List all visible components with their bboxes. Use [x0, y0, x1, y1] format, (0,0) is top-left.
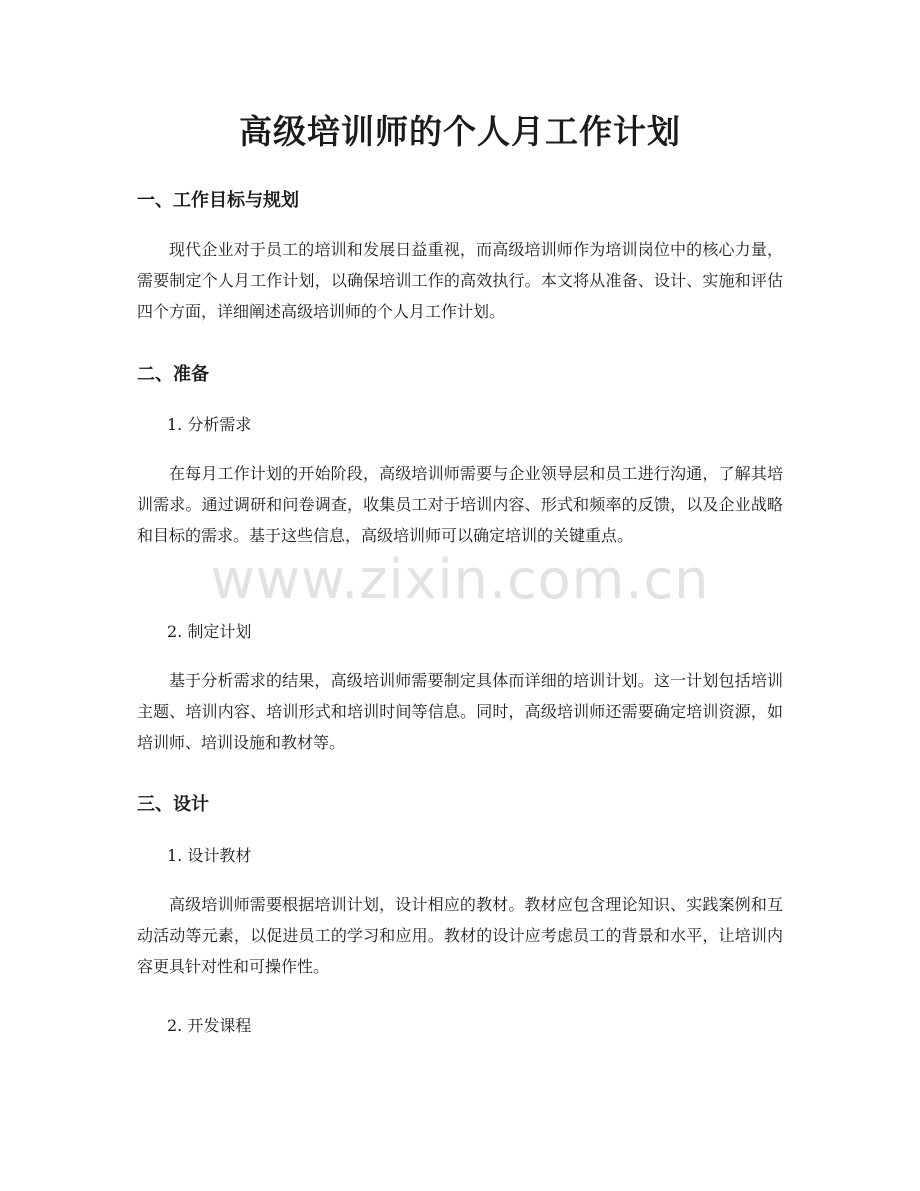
page-title: 高级培训师的个人月工作计划 [239, 112, 681, 151]
watermark: www.zixin.com.cn [210, 548, 710, 611]
subheading-develop-courses: 2. 开发课程 [167, 1016, 252, 1035]
section-heading-goals: 一、工作目标与规划 [137, 190, 299, 211]
subheading-make-plan: 2. 制定计划 [167, 622, 252, 641]
section-heading-design: 三、设计 [137, 794, 209, 815]
paragraph-make-plan: 基于分析需求的结果，高级培训师需要制定具体而详细的培训计划。这一计划包括培训主题、培训内容、培训形式和培训时间等信息。同时，高级培训师还需要确定培训资源，如培训师、培训设施和教材等。 [137, 671, 783, 752]
paragraph-analyze-needs: 在每月工作计划的开始阶段，高级培训师需要与企业领导层和员工进行沟通，了解其培训需求。通过调研和问卷调查，收集员工对于培训内容、形式和频率的反馈，以及企业战略和目标的需求。基于这些信息，高级培训师可以确定培训的关键重点。 [137, 464, 783, 545]
subheading-design-materials: 1. 设计教材 [167, 846, 252, 865]
paragraph-goals: 现代企业对于员工的培训和发展日益重视，而高级培训师作为培训岗位中的核心力量，需要制定个人月工作计划，以确保培训工作的高效执行。本文将从准备、设计、实施和评估四个方面，详细阐述高级培训师的个人月工作计划。 [137, 240, 783, 321]
section-heading-preparation: 二、准备 [137, 364, 209, 385]
paragraph-design-materials: 高级培训师需要根据培训计划，设计相应的教材。教材应包含理论知识、实践案例和互动活动等元素，以促进员工的学习和应用。教材的设计应考虑员工的背景和水平，让培训内容更具针对性和可操作性。 [137, 895, 783, 976]
subheading-analyze-needs: 1. 分析需求 [167, 415, 252, 434]
